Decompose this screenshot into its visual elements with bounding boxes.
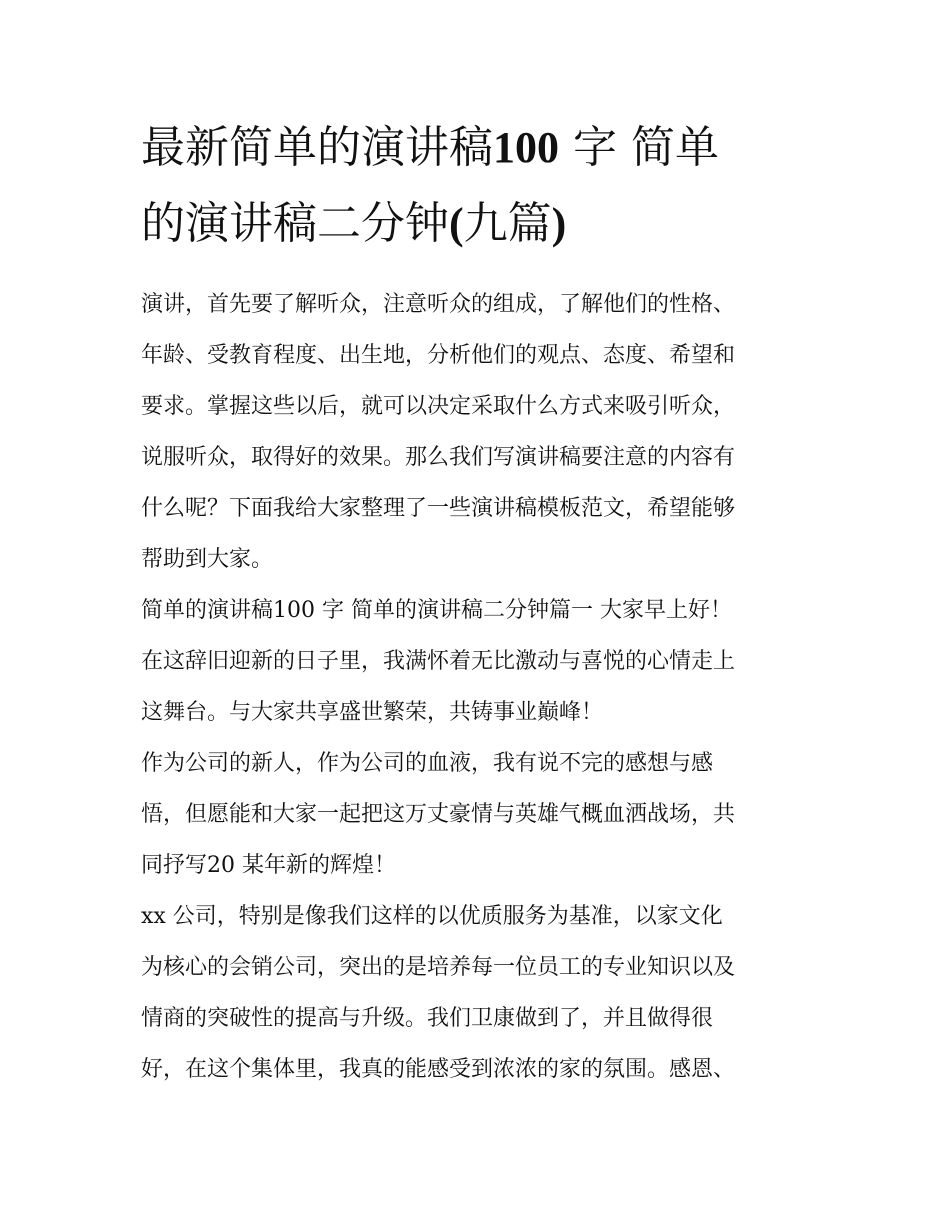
body-line: 帮助到大家。	[141, 547, 274, 572]
body-line: 演讲，首先要了解听众，注意听众的组成，了解他们的性格、	[141, 292, 736, 317]
document-body	[141, 279, 813, 1095]
body-line: 说服听众，取得好的效果。那么我们写演讲稿要注意的内容有	[141, 445, 736, 470]
title-paren-close: )	[551, 199, 567, 248]
body-line: 情商的突破性的提高与升级。我们卫康做到了，并且做得很	[141, 1006, 714, 1031]
body-line: 年龄、受教育程度、出生地，分析他们的观点、态度、希望和	[141, 343, 736, 368]
title-text: 最新简单的演讲稿	[141, 122, 493, 173]
body-line: 悟，但愿能和大家一起把这万丈豪情与英雄气概血洒战场，共	[141, 802, 736, 827]
title-text: 的演讲稿二分钟	[141, 198, 449, 249]
title-text: 九篇	[463, 198, 552, 249]
body-line: 简单的演讲稿100 字 简单的演讲稿二分钟篇一 大家早上好！	[141, 598, 732, 623]
title-number: 100	[493, 123, 559, 172]
body-line: 作为公司的新人，作为公司的血液，我有说不完的感想与感	[141, 751, 714, 776]
body-line: 这舞台。与大家共享盛世繁荣，共铸事业巅峰！	[141, 700, 604, 725]
document-title	[141, 110, 821, 262]
title-text: 字 简单	[559, 122, 719, 173]
title-paren-open: (	[449, 199, 464, 248]
body-line: xx 公司，特别是像我们这样的以优质服务为基准，以家文化	[141, 904, 723, 929]
body-line: 同抒写20 某年新的辉煌！	[141, 853, 396, 878]
body-line: 要求。掌握这些以后，就可以决定采取什么方式来吸引听众，	[141, 394, 736, 419]
body-line: 在这辞旧迎新的日子里，我满怀着无比激动与喜悦的心情走上	[141, 649, 736, 674]
body-line: 什么呢？下面我给大家整理了一些演讲稿模板范文，希望能够	[141, 496, 736, 521]
body-line: 好，在这个集体里，我真的能感受到浓浓的家的氛围。感恩、	[141, 1057, 736, 1082]
body-line: 为核心的会销公司，突出的是培养每一位员工的专业知识以及	[141, 955, 736, 980]
